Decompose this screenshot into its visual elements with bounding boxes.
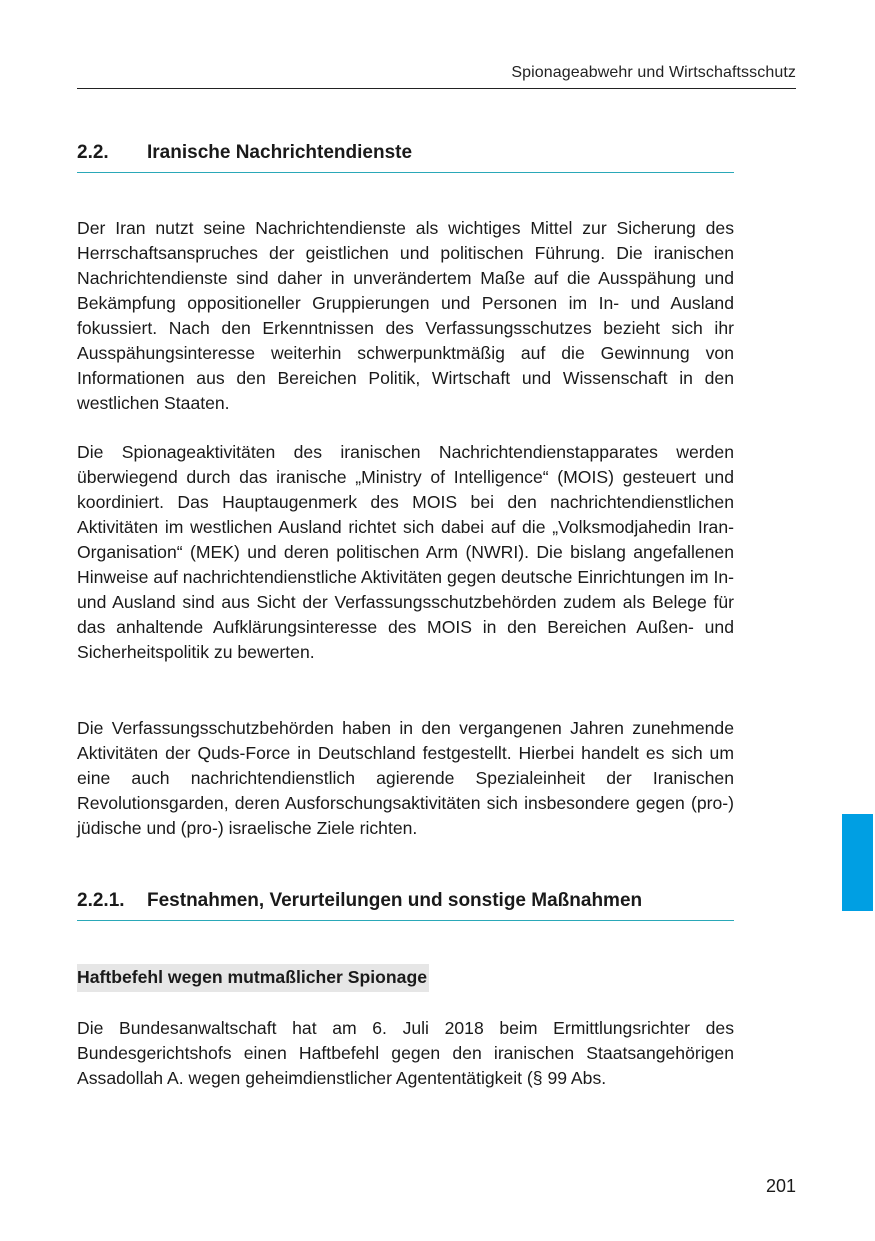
- section-title: Iranische Nachrichtendienste: [147, 142, 413, 163]
- header-rule: [77, 88, 796, 89]
- section-heading-2-2-1: [77, 890, 734, 921]
- paragraph: Die Verfassungsschutzbehörden haben in den vergangenen Jahren zunehmende Aktivitäten der Quds-Force in Deutschland festgestellt. Hierbei handelt es sich um eine auch nachrichtendienstlich agierende Spezialeinheit der Iranischen Revolutionsgarden, deren Ausforschungsaktivitäten sich insbesondere gegen (pro-) jüdische und (pro-) israelische Ziele richten.: [77, 718, 734, 838]
- page-number: 201: [765, 1176, 796, 1196]
- running-head: Spionageabwehr und Wirtschaftsschutz: [511, 64, 796, 81]
- paragraph: Die Spionageaktivitäten des iranischen Nachrichtendienstapparates werden überwiegend durch das iranische „Ministry of Intelligence“ (MOIS) gesteuert und koordiniert. Das Hauptaugenmerk des MOIS bei den nachrichtendienstlichen Aktivitäten im westlichen Ausland richtet sich dabei auf die „Volksmodjahedin Iran-Organisation“ (MEK) und deren politischen Arm (NWRI). Die bislang angefallenen Hinweise auf nachrichtendienstliche Aktivitäten gegen deutsche Einrichtungen im In- und Ausland sind aus Sicht der Verfassungsschutzbehörden zudem als Belege für das anhaltende Aufklärungsinteresse des MOIS in den Bereichen Außen- und Sicherheitspolitik zu bewerten.: [77, 442, 734, 662]
- section-heading-2-2: [77, 142, 734, 173]
- section-title: Festnahmen, Verurteilungen und sonstige Maßnahmen: [147, 890, 643, 911]
- paragraph: Der Iran nutzt seine Nachrichtendienste als wichtiges Mittel zur Sicherung des Herrschaftsanspruches der geistlichen und politischen Führung. Die iranischen Nachrichtendienste sind daher in unverändertem Maße auf die Ausspähung und Bekämpfung oppositioneller Gruppierungen und Personen im In- und Ausland fokussiert. Nach den Erkenntnissen des Verfassungsschutzes bezieht sich ihr Ausspähungsinteresse weiterhin schwerpunktmäßig auf die Gewinnung von Informationen aus den Bereichen Politik, Wirtschaft und Wissenschaft in den westlichen Staaten.: [77, 218, 734, 413]
- subheading: Haftbefehl wegen mutmaßlicher Spionage: [77, 964, 429, 992]
- paragraph: Die Bundesanwaltschaft hat am 6. Juli 2018 beim Ermittlungsrichter des Bundesgerichtshofs einen Haftbefehl gegen den iranischen Staatsangehörigen Assadollah A. wegen geheimdienstlicher Agententätigkeit (§ 99 Abs.: [77, 1018, 734, 1088]
- section-number: 2.2.: [77, 142, 109, 163]
- chapter-side-tab: [842, 814, 873, 911]
- section-number: 2.2.1.: [77, 890, 125, 911]
